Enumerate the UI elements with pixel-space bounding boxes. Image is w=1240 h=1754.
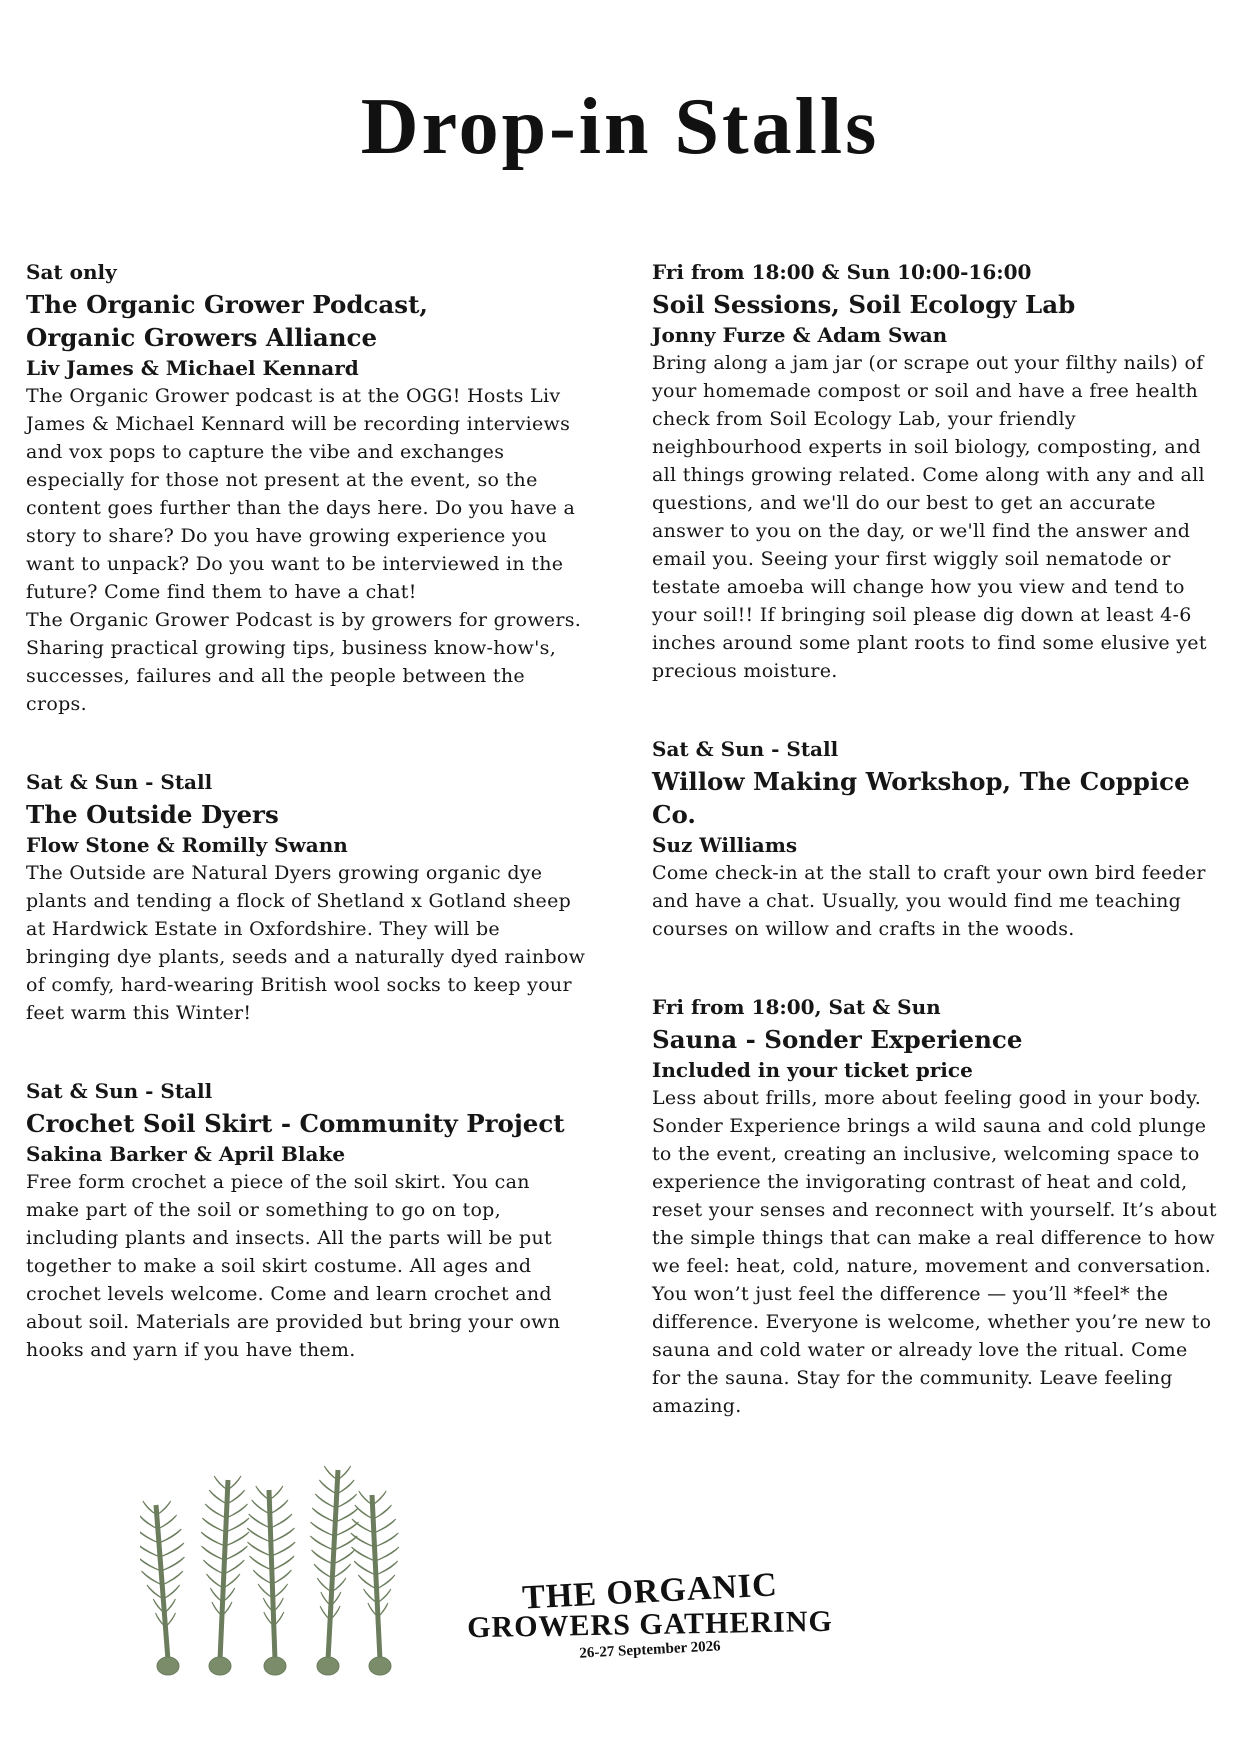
stall-description xyxy=(26,859,586,1027)
stall-entry xyxy=(652,735,1222,943)
stall-title xyxy=(652,288,1222,321)
description-paragraph: Less about frills, more about feeling good in your body. Sonder Experience brings a wild sauna and cold plunge to the event, creating an inclusive, welcoming space to experience the invigorating contrast of heat and cold, reset your senses and reconnect with yourself. It’s about the simple things that can make a real difference to how we feel: heat, cold, nature, movement and conversation. xyxy=(652,1087,1217,1277)
stall-description xyxy=(26,1168,586,1364)
wordmark-date: 26-27 September 2026 xyxy=(578,1638,722,1662)
stall-hosts: Flow Stone & Romilly Swann xyxy=(26,833,348,857)
right-column xyxy=(652,258,1222,1470)
stall-title-line: Sauna - Sonder Experience xyxy=(652,1025,1023,1054)
stall-description xyxy=(26,382,586,718)
event-wordmark xyxy=(440,1566,860,1662)
stall-title-line: Organic Growers Alliance xyxy=(26,323,378,352)
description-paragraph: The Outside are Natural Dyers growing organic dye plants and tending a flock of Shetland x Gotland sheep at Hardwick Estate in Oxfordshire. They will be bringing dye plants, seeds and a naturally dyed rainbow of comfy, hard-wearing British wool socks to keep your feet warm this Winter! xyxy=(26,862,586,1024)
stall-hosts: Liv James & Michael Kennard xyxy=(26,356,359,380)
stall-title-line: Willow Making Workshop, The Coppice Co. xyxy=(652,767,1190,829)
stall-title xyxy=(26,798,586,831)
stall-hosts: Included in your ticket price xyxy=(652,1058,973,1082)
description-paragraph: The Organic Grower Podcast is by growers for growers. Sharing practical growing tips, business know-how's, successes, failures and all the people between the crops. xyxy=(26,609,582,715)
stall-title-line: The Organic Grower Podcast, xyxy=(26,290,428,319)
stall-entry xyxy=(26,1077,586,1364)
wordmark-line-1: THE ORGANIC xyxy=(521,1566,779,1617)
stall-description xyxy=(652,349,1222,685)
stall-hosts: Sakina Barker & April Blake xyxy=(26,1142,346,1166)
stall-hosts: Suz Williams xyxy=(652,833,798,857)
description-paragraph: The Organic Grower podcast is at the OGG! Hosts Liv James & Michael Kennard will be recording interviews and vox pops to capture the vibe and exchanges especially for those not present at the event, so the content goes further than the days here. Do you have a story to share? Do you have growing experience you want to unpack? Do you want to be interviewed in the future? Come find them to have a chat! xyxy=(26,385,576,603)
seaweed-plants-icon xyxy=(140,1465,420,1680)
stall-entry xyxy=(652,258,1222,685)
schedule-label: Sat only xyxy=(26,260,117,284)
stall-entry xyxy=(26,768,586,1027)
stall-title-line: The Outside Dyers xyxy=(26,800,279,829)
stall-title-line: Soil Sessions, Soil Ecology Lab xyxy=(652,290,1076,319)
wordmark-line-2: GROWERS GATHERING xyxy=(466,1604,834,1645)
stall-entry xyxy=(652,993,1222,1420)
stall-hosts: Jonny Furze & Adam Swan xyxy=(652,323,948,347)
stall-title xyxy=(26,1107,586,1140)
stall-description xyxy=(652,1084,1222,1420)
stall-title-line: Crochet Soil Skirt - Community Project xyxy=(26,1109,565,1138)
stall-title xyxy=(652,765,1222,831)
schedule-label: Sat & Sun - Stall xyxy=(652,737,839,761)
stall-title xyxy=(26,288,586,354)
stall-title xyxy=(652,1023,1222,1056)
description-paragraph: You won’t just feel the difference — you’ll *feel* the difference. Everyone is welcome, whether you’re new to sauna and cold water or already love the ritual. Come for the sauna. Stay for the community. Leave feeling amazing. xyxy=(652,1283,1212,1417)
schedule-label: Sat & Sun - Stall xyxy=(26,1079,213,1103)
schedule-label: Fri from 18:00 & Sun 10:00-16:00 xyxy=(652,260,1032,284)
description-paragraph: Bring along a jam jar (or scrape out your filthy nails) of your homemade compost or soil and have a free health check from Soil Ecology Lab, your friendly neighbourhood experts in soil biology, composting, and all things growing related. Come along with any and all questions, and we'll do our best to get an accurate answer to you on the day, or we'll find the answer and email you. Seeing your first wiggly soil nematode or testate amoeba will change how you view and tend to your soil!! If bringing soil please dig down at least 4-6 inches around some plant roots to find some elusive yet precious moisture. xyxy=(652,352,1207,682)
stall-entry xyxy=(26,258,586,718)
description-paragraph: Free form crochet a piece of the soil skirt. You can make part of the soil or something to go on top, including plants and insects. All the parts will be put together to make a soil skirt costume. All ages and crochet levels welcome. Come and learn crochet and about soil. Materials are provided but bring your own hooks and yarn if you have them. xyxy=(26,1171,561,1361)
schedule-label: Sat & Sun - Stall xyxy=(26,770,213,794)
stall-description xyxy=(652,859,1222,943)
page-title: Drop-in Stalls xyxy=(360,83,880,171)
schedule-label: Fri from 18:00, Sat & Sun xyxy=(652,995,941,1019)
description-paragraph: Come check-in at the stall to craft your own bird feeder and have a chat. Usually, you would find me teaching courses on willow and crafts in the woods. xyxy=(652,862,1206,940)
left-column xyxy=(26,258,586,1414)
